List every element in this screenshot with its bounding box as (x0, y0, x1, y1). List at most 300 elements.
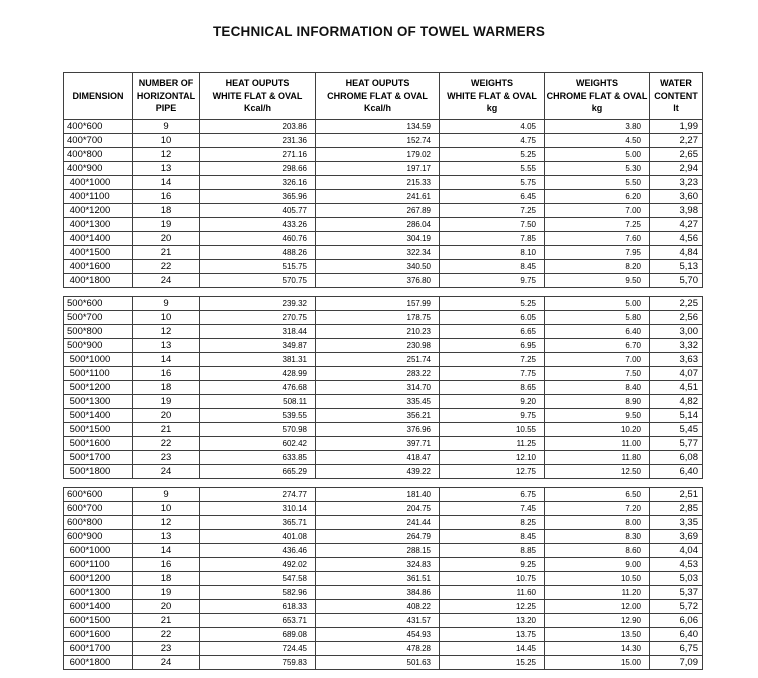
cell-heat-chrome: 454.93 (316, 627, 440, 641)
cell-weight-white: 8.25 (440, 515, 545, 529)
cell-weight-white: 8.65 (440, 380, 545, 394)
cell-dimension: 600*800 (64, 515, 133, 529)
cell-water: 6,06 (650, 613, 703, 627)
cell-weight-white: 5.75 (440, 175, 545, 189)
cell-pipes: 20 (133, 408, 200, 422)
cell-weight-white: 6.95 (440, 338, 545, 352)
cell-weight-white: 10.75 (440, 571, 545, 585)
table-row (64, 436, 703, 450)
towel-warmer-table-400 (63, 72, 703, 288)
cell-dimension: 500*1200 (64, 380, 133, 394)
table-row (64, 557, 703, 571)
cell-pipes: 22 (133, 259, 200, 273)
cell-dimension: 400*1800 (64, 273, 133, 287)
cell-weight-chrome: 11.00 (545, 436, 650, 450)
cell-water: 5,72 (650, 599, 703, 613)
cell-weight-white: 6.45 (440, 189, 545, 203)
table-row (64, 175, 703, 189)
cell-dimension: 600*1700 (64, 641, 133, 655)
cell-water: 2,65 (650, 147, 703, 161)
cell-water: 4,51 (650, 380, 703, 394)
cell-weight-white: 4.75 (440, 133, 545, 147)
cell-water: 6,40 (650, 464, 703, 478)
table-row (64, 203, 703, 217)
column-header-dimension (64, 73, 133, 120)
cell-weight-chrome: 8.90 (545, 394, 650, 408)
table-row (64, 273, 703, 287)
cell-pipes: 22 (133, 627, 200, 641)
cell-heat-white: 488.26 (200, 245, 316, 259)
cell-water: 2,27 (650, 133, 703, 147)
cell-weight-chrome: 7.00 (545, 203, 650, 217)
cell-heat-chrome: 178.75 (316, 310, 440, 324)
cell-water: 6,08 (650, 450, 703, 464)
cell-heat-white: 271.16 (200, 147, 316, 161)
header-line: CHROME FLAT & OVAL (546, 90, 648, 101)
cell-weight-white: 9.75 (440, 273, 545, 287)
table-row (64, 408, 703, 422)
cell-dimension: 500*1300 (64, 394, 133, 408)
cell-dimension: 500*1700 (64, 450, 133, 464)
cell-heat-chrome: 197.17 (316, 161, 440, 175)
cell-heat-white: 492.02 (200, 557, 316, 571)
cell-pipes: 24 (133, 464, 200, 478)
cell-dimension: 400*1200 (64, 203, 133, 217)
cell-heat-chrome: 361.51 (316, 571, 440, 585)
cell-weight-white: 6.05 (440, 310, 545, 324)
cell-water: 4,53 (650, 557, 703, 571)
cell-weight-white: 13.75 (440, 627, 545, 641)
table-row (64, 422, 703, 436)
cell-heat-white: 476.68 (200, 380, 316, 394)
cell-heat-chrome: 179.02 (316, 147, 440, 161)
cell-water: 3,60 (650, 189, 703, 203)
header-line: HEAT OUPUTS (225, 78, 290, 88)
table-row (64, 627, 703, 641)
column-header-weight-chrome (545, 73, 650, 120)
cell-heat-white: 547.58 (200, 571, 316, 585)
cell-heat-chrome: 314.70 (316, 380, 440, 394)
cell-weight-white: 7.85 (440, 231, 545, 245)
cell-weight-chrome: 8.40 (545, 380, 650, 394)
cell-pipes: 22 (133, 436, 200, 450)
cell-pipes: 19 (133, 585, 200, 599)
table-row (64, 338, 703, 352)
table-row (64, 380, 703, 394)
cell-pipes: 12 (133, 147, 200, 161)
cell-water: 3,98 (650, 203, 703, 217)
cell-pipes: 24 (133, 273, 200, 287)
cell-pipes: 9 (133, 296, 200, 310)
cell-dimension: 600*1600 (64, 627, 133, 641)
cell-dimension: 500*1000 (64, 352, 133, 366)
cell-pipes: 12 (133, 324, 200, 338)
table-row (64, 613, 703, 627)
cell-water: 3,00 (650, 324, 703, 338)
cell-weight-chrome: 14.30 (545, 641, 650, 655)
cell-weight-chrome: 12.90 (545, 613, 650, 627)
cell-water: 3,32 (650, 338, 703, 352)
cell-pipes: 18 (133, 380, 200, 394)
cell-heat-white: 653.71 (200, 613, 316, 627)
cell-pipes: 19 (133, 394, 200, 408)
cell-water: 3,35 (650, 515, 703, 529)
cell-weight-white: 9.25 (440, 557, 545, 571)
cell-water: 5,45 (650, 422, 703, 436)
header-line: WEIGHTS (471, 78, 513, 88)
cell-pipes: 13 (133, 338, 200, 352)
cell-pipes: 16 (133, 366, 200, 380)
cell-pipes: 16 (133, 189, 200, 203)
cell-weight-chrome: 5.00 (545, 296, 650, 310)
cell-pipes: 23 (133, 641, 200, 655)
cell-water: 5,03 (650, 571, 703, 585)
cell-weight-chrome: 10.50 (545, 571, 650, 585)
cell-pipes: 21 (133, 422, 200, 436)
table-row (64, 189, 703, 203)
cell-water: 2,94 (650, 161, 703, 175)
cell-weight-chrome: 7.25 (545, 217, 650, 231)
header-line: NUMBER OF (138, 78, 194, 88)
cell-weight-white: 8.45 (440, 259, 545, 273)
cell-pipes: 13 (133, 161, 200, 175)
cell-heat-chrome: 251.74 (316, 352, 440, 366)
cell-heat-white: 570.75 (200, 273, 316, 287)
cell-pipes: 21 (133, 613, 200, 627)
table-row (64, 655, 703, 669)
cell-heat-white: 724.45 (200, 641, 316, 655)
cell-heat-white: 570.98 (200, 422, 316, 436)
cell-heat-chrome: 286.04 (316, 217, 440, 231)
table-row (64, 641, 703, 655)
header-line: WATER (660, 78, 692, 88)
cell-pipes: 14 (133, 175, 200, 189)
cell-pipes: 9 (133, 119, 200, 133)
cell-weight-white: 14.45 (440, 641, 545, 655)
cell-water: 5,37 (650, 585, 703, 599)
cell-pipes: 12 (133, 515, 200, 529)
cell-heat-white: 633.85 (200, 450, 316, 464)
cell-heat-chrome: 322.34 (316, 245, 440, 259)
table-row (64, 501, 703, 515)
cell-heat-white: 298.66 (200, 161, 316, 175)
cell-dimension: 500*900 (64, 338, 133, 352)
cell-weight-chrome: 12.00 (545, 599, 650, 613)
cell-water: 7,09 (650, 655, 703, 669)
cell-pipes: 19 (133, 217, 200, 231)
cell-pipes: 24 (133, 655, 200, 669)
cell-pipes: 16 (133, 557, 200, 571)
cell-heat-white: 665.29 (200, 464, 316, 478)
cell-weight-chrome: 6.20 (545, 189, 650, 203)
towel-warmer-table-500 (63, 296, 703, 479)
cell-weight-chrome: 5.50 (545, 175, 650, 189)
cell-heat-white: 365.96 (200, 189, 316, 203)
cell-weight-chrome: 9.00 (545, 557, 650, 571)
page-title: TECHNICAL INFORMATION OF TOWEL WARMERS (212, 24, 546, 39)
table-row (64, 217, 703, 231)
cell-water: 4,84 (650, 245, 703, 259)
cell-heat-white: 231.36 (200, 133, 316, 147)
cell-water: 4,04 (650, 543, 703, 557)
cell-weight-white: 12.25 (440, 599, 545, 613)
column-header-pipes (133, 73, 200, 120)
table-row (64, 324, 703, 338)
header-line: DIMENSION (72, 90, 124, 101)
column-header-heat-chrome (316, 73, 440, 120)
cell-weight-white: 11.60 (440, 585, 545, 599)
cell-weight-white: 9.75 (440, 408, 545, 422)
cell-heat-chrome: 152.74 (316, 133, 440, 147)
header-line: CONTENT (654, 90, 698, 101)
cell-heat-chrome: 241.61 (316, 189, 440, 203)
cell-heat-chrome: 408.22 (316, 599, 440, 613)
cell-weight-white: 10.55 (440, 422, 545, 436)
header-line: PIPE (155, 103, 177, 113)
cell-heat-white: 239.32 (200, 296, 316, 310)
cell-weight-white: 8.45 (440, 529, 545, 543)
cell-weight-white: 5.25 (440, 147, 545, 161)
table-row (64, 352, 703, 366)
cell-weight-chrome: 9.50 (545, 408, 650, 422)
cell-water: 3,69 (650, 529, 703, 543)
cell-heat-chrome: 418.47 (316, 450, 440, 464)
table-row (64, 161, 703, 175)
cell-dimension: 400*1600 (64, 259, 133, 273)
cell-dimension: 600*1300 (64, 585, 133, 599)
cell-water: 6,40 (650, 627, 703, 641)
cell-dimension: 600*700 (64, 501, 133, 515)
cell-heat-chrome: 134.59 (316, 119, 440, 133)
cell-pipes: 14 (133, 352, 200, 366)
cell-heat-white: 381.31 (200, 352, 316, 366)
cell-heat-white: 326.16 (200, 175, 316, 189)
cell-heat-chrome: 241.44 (316, 515, 440, 529)
column-header-weight-white (440, 73, 545, 120)
table-row (64, 585, 703, 599)
cell-heat-white: 349.87 (200, 338, 316, 352)
cell-heat-chrome: 267.89 (316, 203, 440, 217)
cell-heat-chrome: 439.22 (316, 464, 440, 478)
cell-heat-chrome: 157.99 (316, 296, 440, 310)
cell-heat-chrome: 384.86 (316, 585, 440, 599)
cell-dimension: 500*1100 (64, 366, 133, 380)
cell-pipes: 23 (133, 450, 200, 464)
cell-weight-chrome: 6.50 (545, 487, 650, 501)
cell-heat-chrome: 264.79 (316, 529, 440, 543)
table-row (64, 133, 703, 147)
cell-dimension: 500*1600 (64, 436, 133, 450)
header-row (64, 73, 703, 120)
cell-weight-white: 15.25 (440, 655, 545, 669)
cell-weight-white: 5.25 (440, 296, 545, 310)
cell-heat-white: 515.75 (200, 259, 316, 273)
cell-heat-white: 401.08 (200, 529, 316, 543)
cell-weight-white: 7.75 (440, 366, 545, 380)
cell-weight-white: 6.75 (440, 487, 545, 501)
cell-heat-white: 436.46 (200, 543, 316, 557)
cell-heat-white: 759.83 (200, 655, 316, 669)
cell-heat-white: 508.11 (200, 394, 316, 408)
cell-dimension: 500*600 (64, 296, 133, 310)
cell-heat-chrome: 397.71 (316, 436, 440, 450)
cell-weight-chrome: 6.70 (545, 338, 650, 352)
cell-heat-white: 433.26 (200, 217, 316, 231)
header-line: kg (486, 103, 498, 113)
cell-dimension: 600*1000 (64, 543, 133, 557)
cell-weight-white: 12.10 (440, 450, 545, 464)
table-row (64, 515, 703, 529)
table-row (64, 245, 703, 259)
cell-dimension: 600*600 (64, 487, 133, 501)
cell-weight-chrome: 15.00 (545, 655, 650, 669)
cell-heat-chrome: 376.96 (316, 422, 440, 436)
table-row (64, 599, 703, 613)
cell-weight-white: 6.65 (440, 324, 545, 338)
cell-weight-chrome: 12.50 (545, 464, 650, 478)
cell-heat-white: 203.86 (200, 119, 316, 133)
cell-weight-white: 7.25 (440, 352, 545, 366)
cell-weight-chrome: 7.50 (545, 366, 650, 380)
cell-dimension: 500*1800 (64, 464, 133, 478)
cell-water: 5,77 (650, 436, 703, 450)
cell-weight-chrome: 11.20 (545, 585, 650, 599)
cell-weight-white: 5.55 (440, 161, 545, 175)
table-row (64, 119, 703, 133)
cell-water: 5,70 (650, 273, 703, 287)
cell-weight-chrome: 5.80 (545, 310, 650, 324)
table-row (64, 464, 703, 478)
cell-pipes: 21 (133, 245, 200, 259)
table-row (64, 366, 703, 380)
group-body-2 (64, 487, 703, 669)
column-header-heat-white (200, 73, 316, 120)
cell-weight-chrome: 7.95 (545, 245, 650, 259)
cell-weight-chrome: 9.50 (545, 273, 650, 287)
cell-heat-white: 274.77 (200, 487, 316, 501)
cell-water: 3,23 (650, 175, 703, 189)
cell-weight-chrome: 8.00 (545, 515, 650, 529)
cell-weight-white: 11.25 (440, 436, 545, 450)
cell-weight-white: 4.05 (440, 119, 545, 133)
towel-warmer-table-600 (63, 487, 703, 670)
cell-weight-chrome: 11.80 (545, 450, 650, 464)
cell-pipes: 20 (133, 231, 200, 245)
cell-pipes: 10 (133, 501, 200, 515)
cell-dimension: 500*800 (64, 324, 133, 338)
cell-dimension: 400*1300 (64, 217, 133, 231)
cell-dimension: 600*1200 (64, 571, 133, 585)
cell-pipes: 20 (133, 599, 200, 613)
cell-weight-chrome: 4.50 (545, 133, 650, 147)
cell-heat-chrome: 501.63 (316, 655, 440, 669)
cell-water: 5,14 (650, 408, 703, 422)
cell-weight-white: 7.25 (440, 203, 545, 217)
header-line: HORIZONTAL (136, 90, 196, 101)
cell-heat-chrome: 181.40 (316, 487, 440, 501)
cell-weight-chrome: 3.80 (545, 119, 650, 133)
cell-heat-chrome: 340.50 (316, 259, 440, 273)
table-row (64, 231, 703, 245)
cell-heat-chrome: 210.23 (316, 324, 440, 338)
cell-pipes: 10 (133, 133, 200, 147)
cell-weight-chrome: 7.00 (545, 352, 650, 366)
cell-heat-chrome: 335.45 (316, 394, 440, 408)
cell-heat-white: 405.77 (200, 203, 316, 217)
cell-pipes: 9 (133, 487, 200, 501)
cell-weight-white: 12.75 (440, 464, 545, 478)
header-line: Kcal/h (243, 103, 271, 113)
cell-water: 2,51 (650, 487, 703, 501)
cell-weight-white: 8.85 (440, 543, 545, 557)
cell-heat-chrome: 283.22 (316, 366, 440, 380)
cell-heat-chrome: 376.80 (316, 273, 440, 287)
table-row (64, 543, 703, 557)
group-body-0 (64, 119, 703, 287)
cell-dimension: 600*1100 (64, 557, 133, 571)
cell-dimension: 400*1000 (64, 175, 133, 189)
cell-dimension: 400*700 (64, 133, 133, 147)
cell-water: 2,25 (650, 296, 703, 310)
cell-water: 3,63 (650, 352, 703, 366)
cell-pipes: 18 (133, 571, 200, 585)
table-row (64, 259, 703, 273)
cell-weight-chrome: 5.00 (545, 147, 650, 161)
cell-heat-chrome: 356.21 (316, 408, 440, 422)
cell-weight-white: 8.10 (440, 245, 545, 259)
header-line: WEIGHTS (576, 78, 618, 88)
table-row (64, 450, 703, 464)
cell-water: 4,27 (650, 217, 703, 231)
cell-dimension: 600*1400 (64, 599, 133, 613)
cell-weight-white: 7.50 (440, 217, 545, 231)
header-line: kg (591, 103, 603, 113)
table-row (64, 487, 703, 501)
cell-water: 5,13 (650, 259, 703, 273)
cell-weight-chrome: 7.20 (545, 501, 650, 515)
cell-weight-chrome: 13.50 (545, 627, 650, 641)
cell-dimension: 400*1100 (64, 189, 133, 203)
cell-heat-chrome: 215.33 (316, 175, 440, 189)
cell-dimension: 400*800 (64, 147, 133, 161)
cell-weight-white: 9.20 (440, 394, 545, 408)
cell-weight-chrome: 5.30 (545, 161, 650, 175)
cell-water: 2,85 (650, 501, 703, 515)
cell-heat-white: 689.08 (200, 627, 316, 641)
cell-heat-white: 365.71 (200, 515, 316, 529)
cell-dimension: 600*1500 (64, 613, 133, 627)
cell-weight-white: 13.20 (440, 613, 545, 627)
cell-pipes: 14 (133, 543, 200, 557)
cell-weight-chrome: 8.30 (545, 529, 650, 543)
cell-dimension: 400*1500 (64, 245, 133, 259)
cell-dimension: 600*900 (64, 529, 133, 543)
cell-dimension: 600*1800 (64, 655, 133, 669)
header-line: WHITE FLAT & OVAL (212, 90, 303, 101)
cell-dimension: 400*900 (64, 161, 133, 175)
cell-heat-chrome: 288.15 (316, 543, 440, 557)
column-header-water (650, 73, 703, 120)
cell-heat-white: 602.42 (200, 436, 316, 450)
header-line: Kcal/h (363, 103, 391, 113)
table-row (64, 310, 703, 324)
cell-weight-chrome: 6.40 (545, 324, 650, 338)
cell-pipes: 13 (133, 529, 200, 543)
table-row (64, 296, 703, 310)
cell-heat-white: 270.75 (200, 310, 316, 324)
cell-water: 1,99 (650, 119, 703, 133)
cell-heat-chrome: 230.98 (316, 338, 440, 352)
